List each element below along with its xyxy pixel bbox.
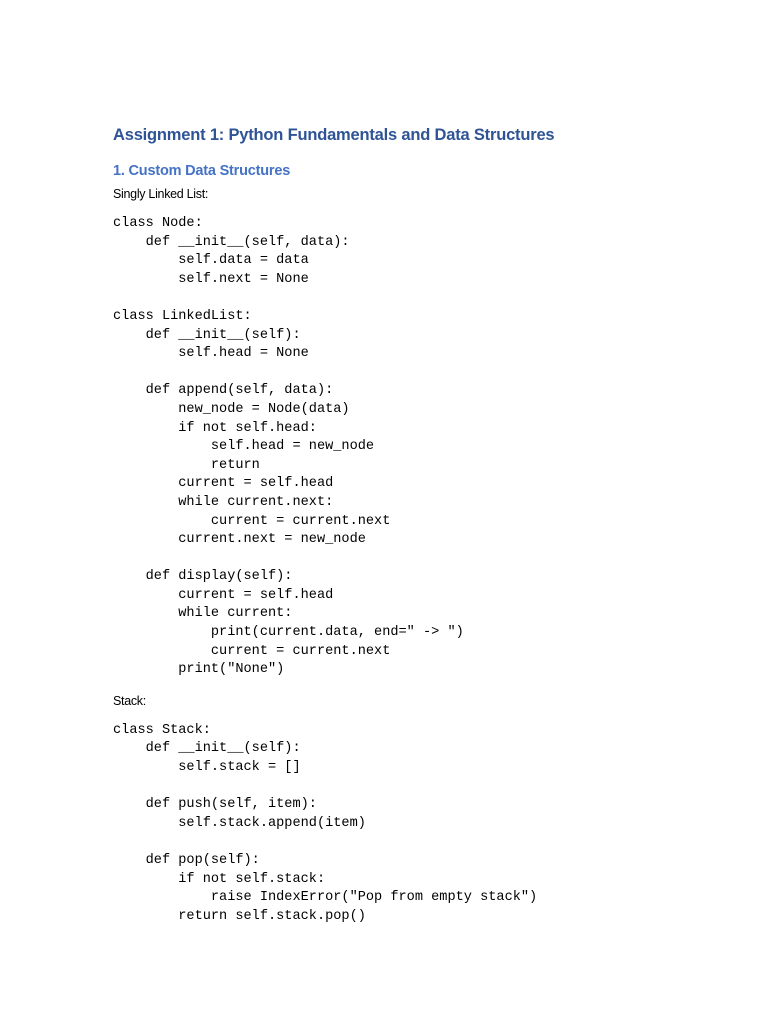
- code-line: return: [113, 457, 260, 473]
- code-line: def __init__(self, data):: [113, 234, 350, 250]
- code-line: def __init__(self):: [113, 741, 301, 757]
- stack-label: Stack:: [113, 693, 146, 708]
- code-line: class Stack:: [113, 722, 211, 738]
- code-line: self.stack = []: [113, 760, 301, 776]
- code-line: if not self.stack:: [113, 871, 326, 887]
- code-line: self.next = None: [113, 271, 309, 287]
- code-line: while current:: [113, 606, 293, 622]
- linked-list-code-block: [113, 215, 733, 680]
- code-line: new_node = Node(data): [113, 401, 350, 417]
- code-line: raise IndexError("Pop from empty stack"): [113, 890, 538, 906]
- code-line: self.head = None: [113, 346, 309, 362]
- section-heading: 1. Custom Data Structures: [113, 163, 291, 179]
- code-line: current.next = new_node: [113, 532, 366, 548]
- code-line: def push(self, item):: [113, 797, 317, 813]
- code-line: def append(self, data):: [113, 383, 334, 399]
- code-line: current = current.next: [113, 513, 391, 529]
- page-title: Assignment 1: Python Fundamentals and Data Structures: [113, 126, 555, 144]
- code-line: current = current.next: [113, 643, 391, 659]
- code-line: [113, 833, 733, 852]
- code-line: if not self.head:: [113, 420, 317, 436]
- code-line: [113, 550, 733, 569]
- code-line: return self.stack.pop(): [113, 908, 366, 924]
- linked-list-label: Singly Linked List:: [113, 187, 209, 201]
- code-line: def __init__(self):: [113, 327, 301, 343]
- code-line: self.data = data: [113, 253, 309, 269]
- code-line: [113, 778, 733, 797]
- code-line: [113, 289, 733, 308]
- code-line: current = self.head: [113, 476, 334, 492]
- code-line: self.stack.append(item): [113, 815, 366, 831]
- document-content: [113, 124, 733, 926]
- code-line: current = self.head: [113, 587, 334, 603]
- code-line: class Node:: [113, 216, 203, 231]
- code-line: while current.next:: [113, 494, 334, 510]
- code-line: def pop(self):: [113, 853, 260, 868]
- code-line: print(current.data, end=" -> "): [113, 625, 464, 641]
- code-line: self.head = new_node: [113, 439, 375, 455]
- code-line: print("None"): [113, 662, 285, 678]
- stack-code-block: [113, 722, 733, 927]
- code-line: [113, 364, 733, 383]
- code-line: def display(self):: [113, 569, 293, 585]
- code-line: class LinkedList:: [113, 308, 252, 324]
